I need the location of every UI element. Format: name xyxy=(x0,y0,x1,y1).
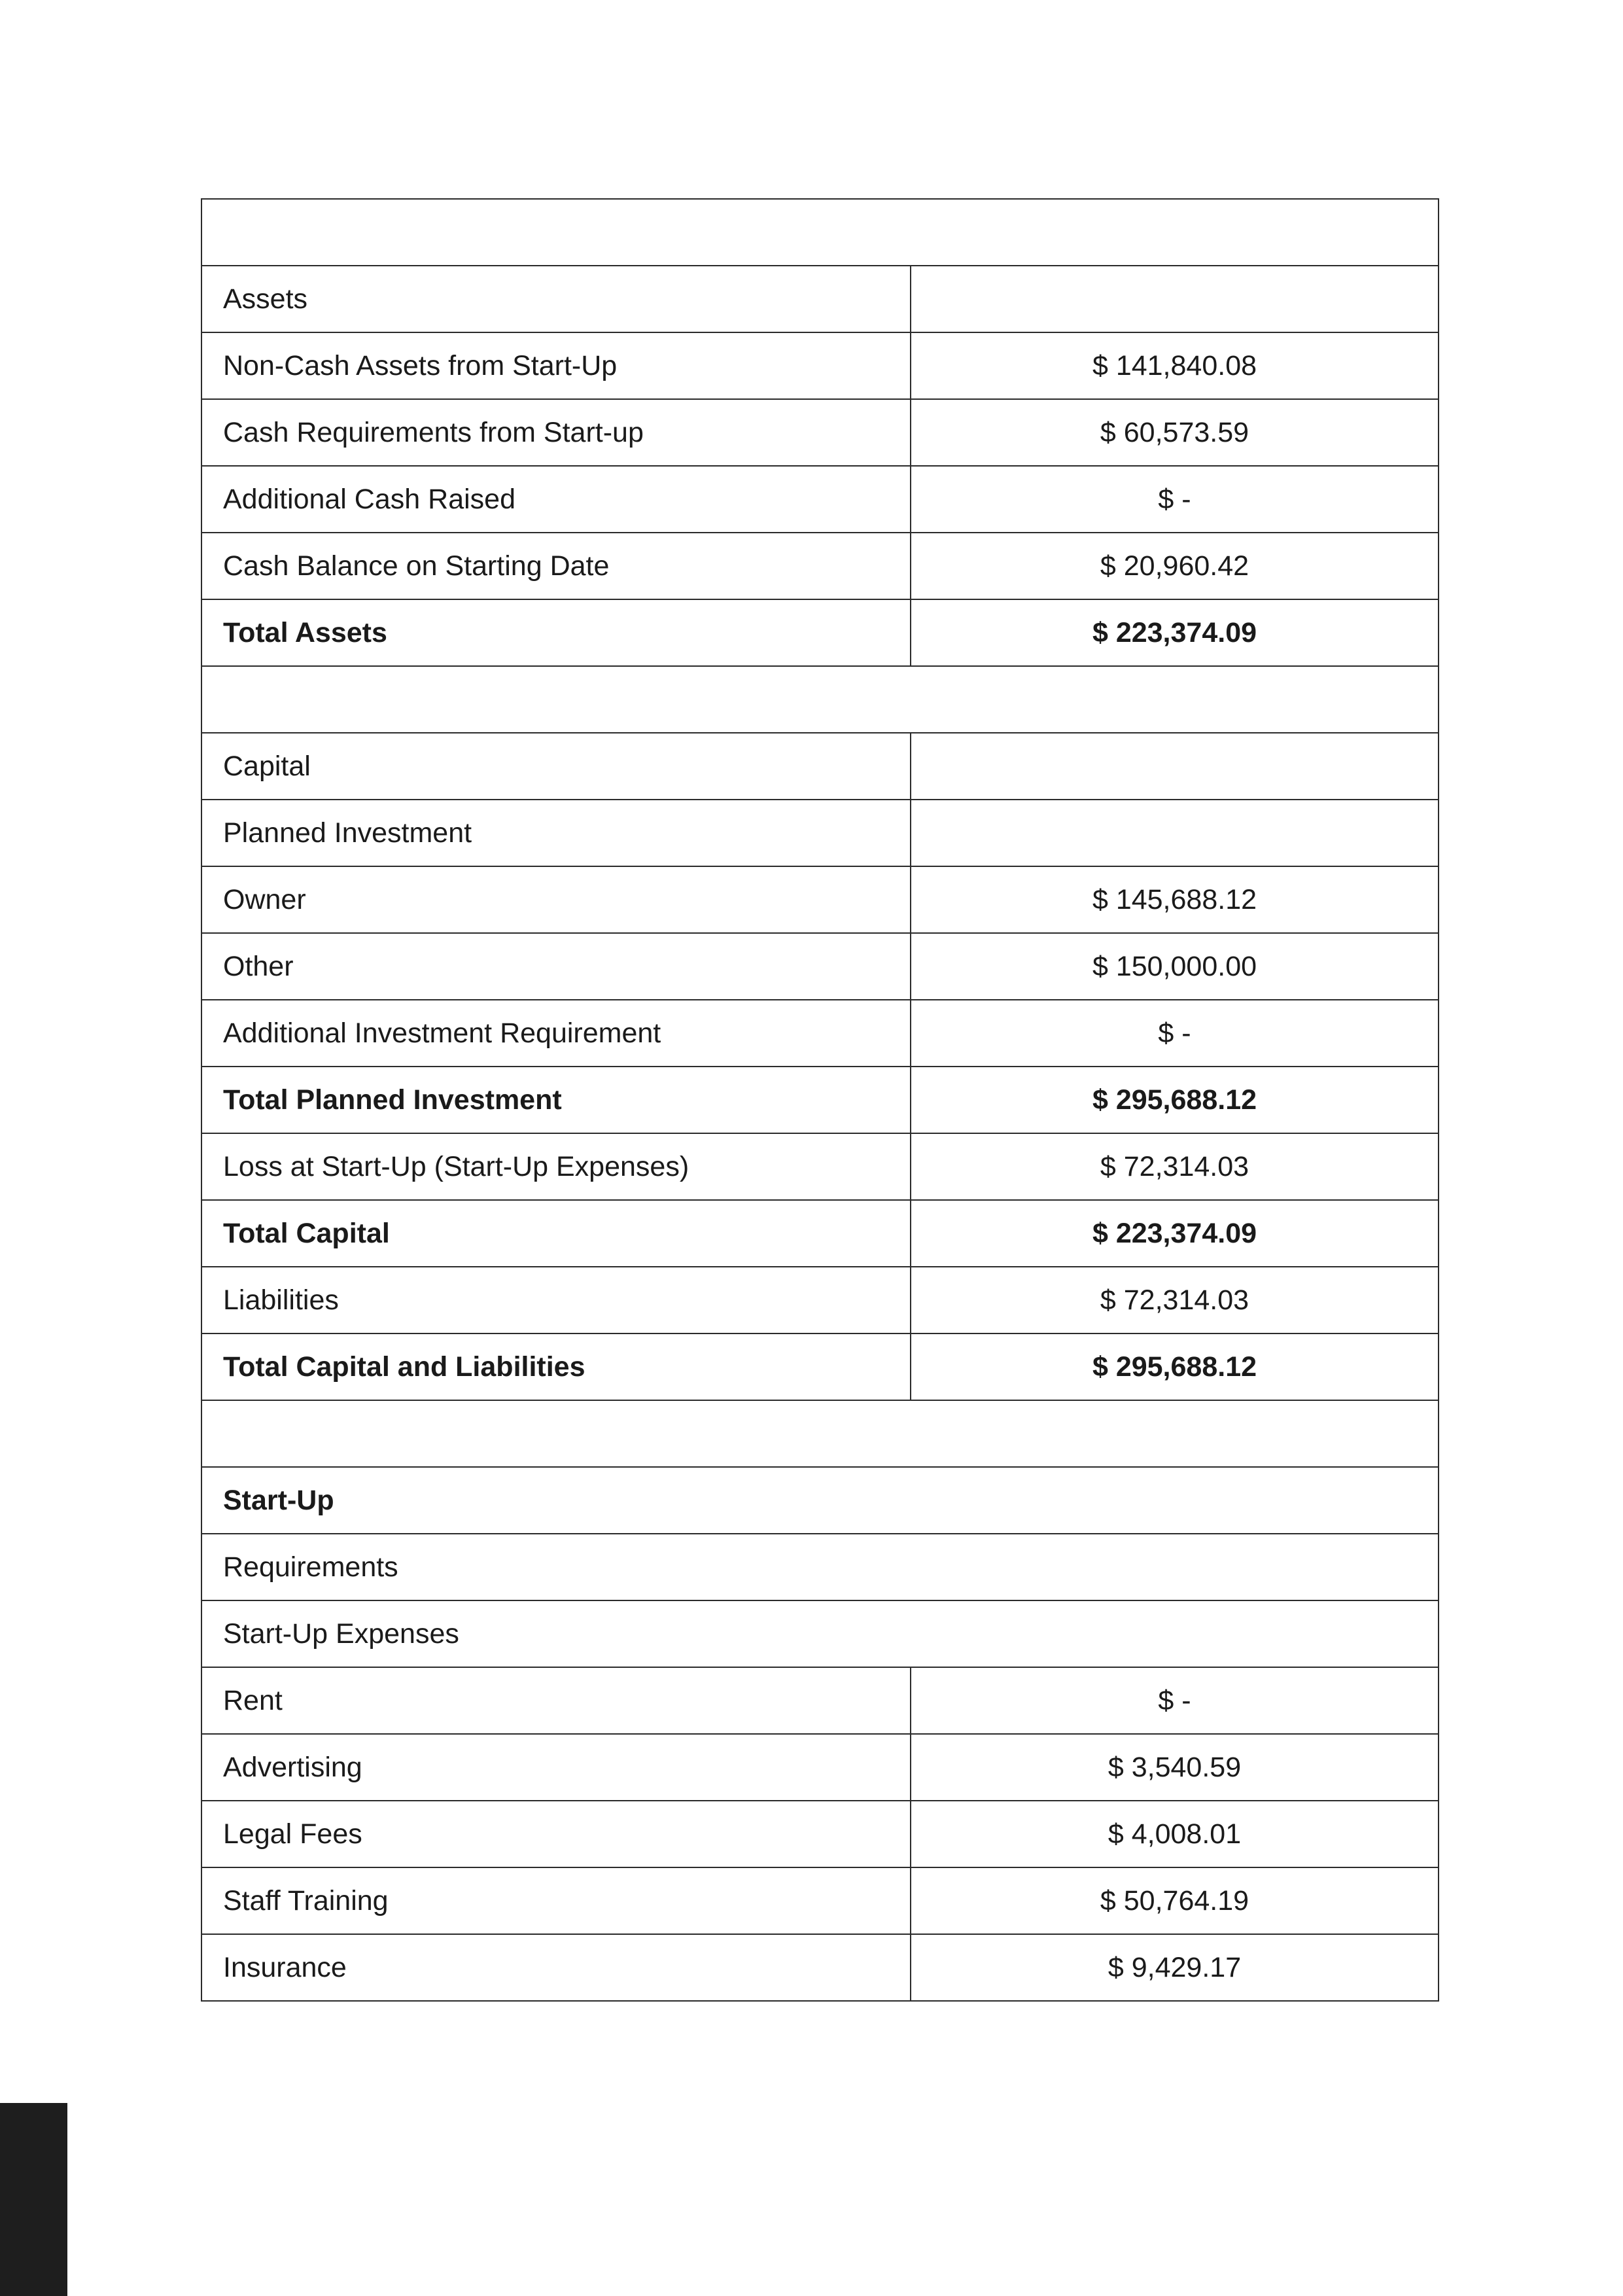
table-row xyxy=(201,332,1439,399)
row-value-cell: $ 72,314.03 xyxy=(911,1267,1439,1333)
row-value-cell: $ - xyxy=(911,1000,1439,1067)
table-row xyxy=(201,1667,1439,1734)
table-row xyxy=(201,466,1439,533)
row-value-cell: $ 223,374.09 xyxy=(911,1200,1439,1267)
row-value-cell: $ 141,840.08 xyxy=(911,332,1439,399)
row-value-cell xyxy=(911,800,1439,866)
row-label-cell: Additional Investment Requirement xyxy=(201,1000,911,1067)
row-label-cell: Owner xyxy=(201,866,911,933)
table-row xyxy=(201,1801,1439,1867)
section-label-cell: Start-Up Expenses xyxy=(201,1600,1439,1667)
row-value-cell xyxy=(911,733,1439,800)
table-row xyxy=(201,1000,1439,1067)
row-label-cell: Non-Cash Assets from Start-Up xyxy=(201,332,911,399)
table-row xyxy=(201,1333,1439,1400)
table-row xyxy=(201,399,1439,466)
row-label-cell: Capital xyxy=(201,733,911,800)
row-value-cell: $ 60,573.59 xyxy=(911,399,1439,466)
table-row xyxy=(201,1267,1439,1333)
spacer-row xyxy=(201,666,1439,733)
row-value-cell: $ 72,314.03 xyxy=(911,1133,1439,1200)
row-value-cell: $ 223,374.09 xyxy=(911,599,1439,666)
row-label-cell: Total Assets xyxy=(201,599,911,666)
row-value-cell: $ 50,764.19 xyxy=(911,1867,1439,1934)
row-label-cell: Liabilities xyxy=(201,1267,911,1333)
table-row xyxy=(201,933,1439,1000)
table-row xyxy=(201,1600,1439,1667)
table-row xyxy=(201,266,1439,332)
table-row xyxy=(201,866,1439,933)
row-value-cell: $ 150,000.00 xyxy=(911,933,1439,1000)
row-label-cell: Staff Training xyxy=(201,1867,911,1934)
row-label-cell: Other xyxy=(201,933,911,1000)
spacer-cell xyxy=(201,199,1439,266)
row-value-cell: $ 20,960.42 xyxy=(911,533,1439,599)
row-label-cell: Advertising xyxy=(201,1734,911,1801)
row-label-cell: Cash Balance on Starting Date xyxy=(201,533,911,599)
table-row xyxy=(201,1133,1439,1200)
table-row xyxy=(201,533,1439,599)
row-label-cell: Total Capital xyxy=(201,1200,911,1267)
row-label-cell: Legal Fees xyxy=(201,1801,911,1867)
spacer-cell xyxy=(201,666,1439,733)
spacer-row xyxy=(201,199,1439,266)
row-label-cell: Additional Cash Raised xyxy=(201,466,911,533)
table-row xyxy=(201,1934,1439,2001)
row-label-cell: Cash Requirements from Start-up xyxy=(201,399,911,466)
spacer-row xyxy=(201,1400,1439,1467)
row-value-cell: $ 145,688.12 xyxy=(911,866,1439,933)
table-row xyxy=(201,1067,1439,1133)
financial-table-body xyxy=(201,199,1439,2001)
spacer-cell xyxy=(201,1400,1439,1467)
table-row xyxy=(201,1867,1439,1934)
section-label-cell: Requirements xyxy=(201,1534,1439,1600)
row-label-cell: Total Capital and Liabilities xyxy=(201,1333,911,1400)
row-label-cell: Insurance xyxy=(201,1934,911,2001)
table-row xyxy=(201,733,1439,800)
row-label-cell: Loss at Start-Up (Start-Up Expenses) xyxy=(201,1133,911,1200)
row-label-cell: Planned Investment xyxy=(201,800,911,866)
row-label-cell: Rent xyxy=(201,1667,911,1734)
row-value-cell: $ 9,429.17 xyxy=(911,1934,1439,2001)
row-value-cell: $ 295,688.12 xyxy=(911,1333,1439,1400)
corner-decoration-bar xyxy=(0,2103,67,2296)
row-value-cell: $ - xyxy=(911,466,1439,533)
row-value-cell: $ 4,008.01 xyxy=(911,1801,1439,1867)
row-value-cell xyxy=(911,266,1439,332)
table-row xyxy=(201,1534,1439,1600)
table-row xyxy=(201,1734,1439,1801)
financial-table xyxy=(201,198,1439,2002)
table-row xyxy=(201,599,1439,666)
row-value-cell: $ 295,688.12 xyxy=(911,1067,1439,1133)
section-label-cell: Start-Up xyxy=(201,1467,1439,1534)
row-label-cell: Total Planned Investment xyxy=(201,1067,911,1133)
table-row xyxy=(201,1467,1439,1534)
row-label-cell: Assets xyxy=(201,266,911,332)
row-value-cell: $ - xyxy=(911,1667,1439,1734)
row-value-cell: $ 3,540.59 xyxy=(911,1734,1439,1801)
table-row xyxy=(201,800,1439,866)
table-row xyxy=(201,1200,1439,1267)
